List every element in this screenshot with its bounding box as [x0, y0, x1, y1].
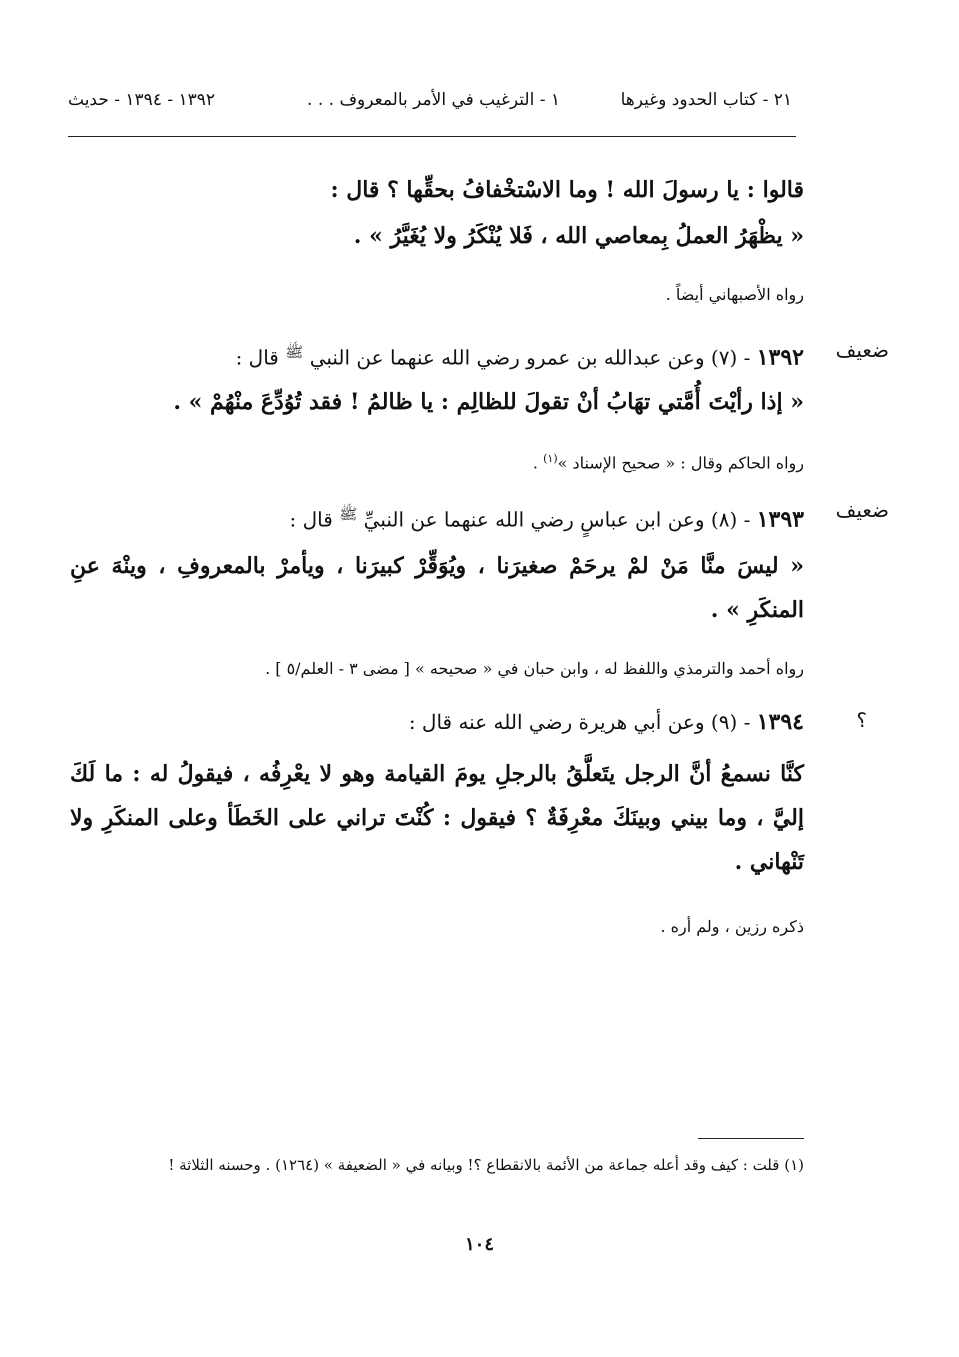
hadith-1392-text: « إذا رأيْتَ أُمَّتي تهَابُ أنْ تقولَ للظالِم : يا ظالمُ ! فقد تُوُدِّعَ منْهُمْ » .	[173, 389, 804, 415]
hadith-1392-heading: ١٣٩٢ - (٧) وعن عبدالله بن عمرو رضي الله عنهما عن النبي $^ﷺ$ قال :	[235, 343, 804, 371]
hadith-1393-text: « ليسَ منَّا مَنْ لمْ يرحَمْ صغيرَنا ، ويُوَقِّرْ كبيرَنا ، ويأمرْ بالمعروفِ ، وينْهَ عنِ المنكَرِ » .	[70, 553, 804, 623]
salutation-glyph: ﷺ	[285, 343, 304, 361]
continued-line-1: قالوا : يا رسولَ الله ! وما الاسْتخْفافُ بحقِّها ؟ قال :	[330, 177, 804, 203]
continued-source: رواه الأصبهاني أيضاً .	[665, 285, 804, 304]
hadith-qala: قال :	[289, 507, 333, 532]
grade-label-1393: ضعيف	[835, 498, 889, 522]
hadith-1392-source: رواه الحاكم وقال : « صحيح الإسناد »$^{(١)}$ .	[532, 452, 804, 473]
hadith-1393-heading: ١٣٩٣ - (٨) وعن ابن عباسٍ رضي الله عنهما عن النبيِّ $^ﷺ$ قال :	[289, 505, 804, 533]
running-header	[68, 88, 792, 116]
footnote	[70, 1150, 804, 1180]
hadith-intro: وعن عبدالله بن عمرو رضي الله عنهما عن النبي	[309, 345, 705, 370]
hadith-qala: قال :	[235, 345, 279, 370]
hadith-number: ١٣٩٤	[756, 709, 804, 735]
hadith-1394-source: ذكره رزين ، ولم أره .	[660, 917, 804, 936]
hadith-number: ١٣٩٢	[756, 344, 804, 371]
hadith-intro: وعن ابن عباسٍ رضي الله عنهما عن النبيِّ	[363, 507, 705, 532]
header-chapter: ٢١ - كتاب الحدود وغيرها	[620, 90, 792, 110]
continued-line-2: « يظْهَرُ العملُ بِمعاصي الله ، فَلا يُنْكَرُ ولا يُغَيَّرُ » .	[353, 223, 804, 249]
header-divider	[68, 136, 796, 137]
hadith-intro: وعن أبي هريرة رضي الله عنه قال :	[408, 710, 705, 734]
header-section: ١ - الترغيب في الأمر بالمعروف . . .	[307, 90, 560, 110]
footnote-text: قلت : كيف وقد أعله جماعة من الأئمة بالانقطاع ؟! وبيانه في « الضعيفة » (١٢٦٤) . وحسنه الثلاثة !	[168, 1156, 780, 1174]
page-number: ١٠٤	[464, 1234, 494, 1255]
grade-label-1394: ؟	[856, 708, 867, 732]
hadith-number: ١٣٩٣	[756, 506, 804, 533]
hadith-1394-heading: ١٣٩٤ - (٩) وعن أبي هريرة رضي الله عنه قال :	[408, 709, 804, 735]
footnote-reference: (١)	[543, 452, 558, 465]
hadith-sub-number: (٧)	[710, 345, 738, 370]
hadith-sub-number: (٨)	[710, 507, 738, 532]
header-hadith-range: ١٣٩٢ - ١٣٩٤ - حديث	[68, 90, 216, 110]
footnote-marker: (١)	[784, 1156, 804, 1174]
hadith-1393-source: رواه أحمد والترمذي واللفظ له ، وابن حبان في « صحيحه » [ مضى ٣ - العلم/٥ ] .	[265, 659, 804, 678]
hadith-1394-text: كنَّا نسمعُ أنَّ الرجل يتَعلَّقُ بالرجلِ يومَ القيامة وهو لا يعْرِفُه ، فيقولُ له : ما لَكَ إليَّ ، وما بيني وبينَكَ معْرِفَةٌ ؟ فيقول : كُنْتَ تراني على الخَطَأ وعلى المنكَرِ ولا تَنْهاني .	[70, 761, 804, 875]
grade-label-1392: ضعيف	[835, 338, 889, 362]
salutation-glyph: ﷺ	[339, 505, 358, 523]
hadith-sub-number: (٩)	[710, 710, 738, 734]
footnote-divider	[698, 1138, 804, 1139]
